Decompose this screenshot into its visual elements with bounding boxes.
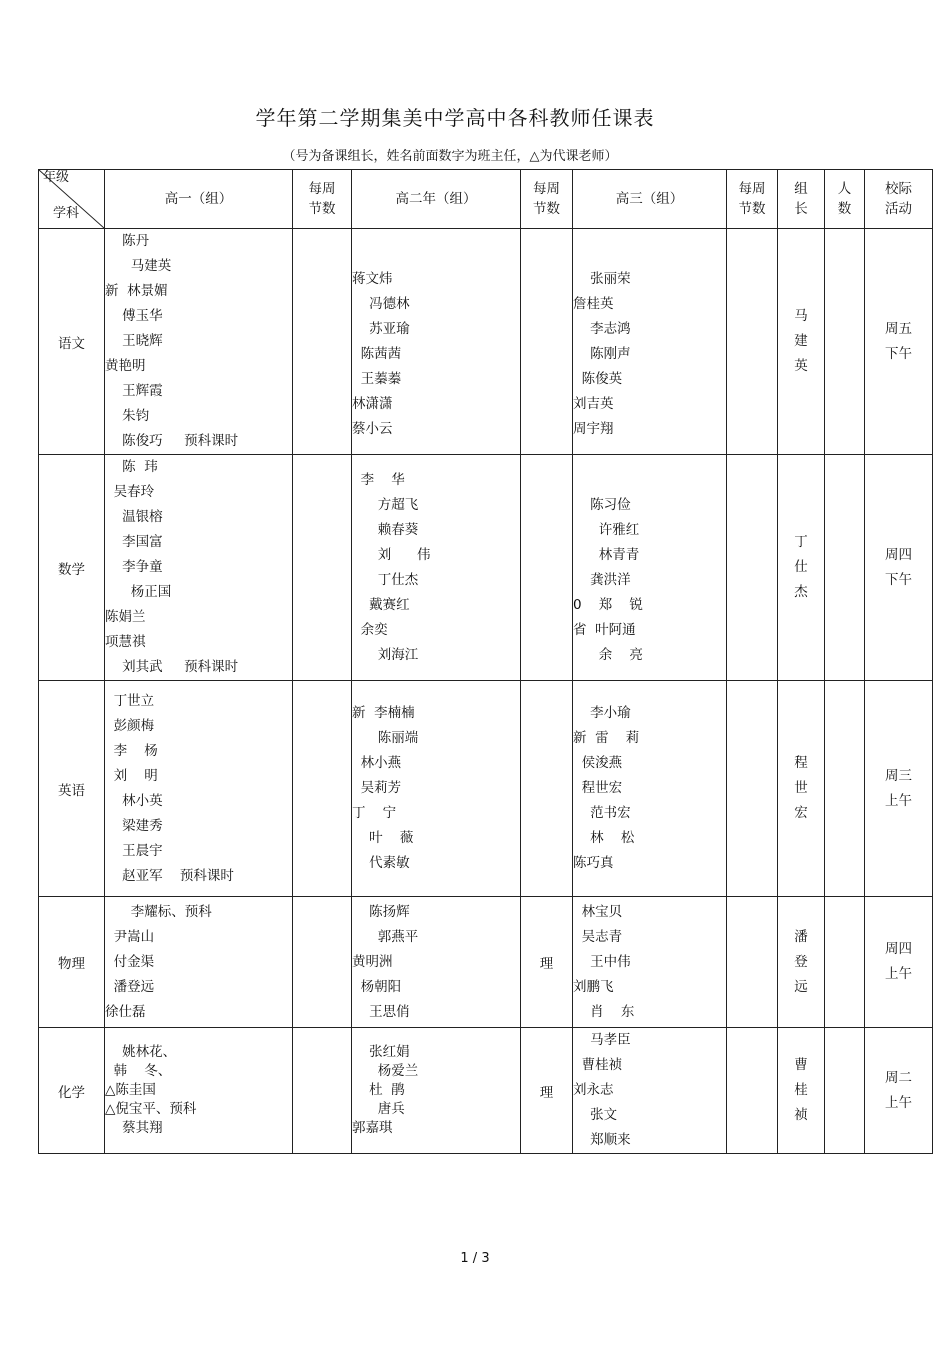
header-g1-hours bbox=[293, 170, 352, 229]
teacher-name: 潘登远 bbox=[105, 978, 155, 995]
teacher-name: 蔡小云 bbox=[352, 420, 393, 437]
teacher-name: 新 雷 莉 bbox=[573, 730, 640, 746]
header-g1-hours-label: 每周节数 bbox=[308, 181, 336, 217]
teacher-name: 林青青 bbox=[573, 546, 640, 563]
header-leader bbox=[778, 170, 825, 229]
teacher-name: 陈丽端 bbox=[352, 730, 419, 746]
teacher-name: 温银榕 bbox=[105, 509, 163, 525]
teacher-name: 桂 bbox=[794, 1082, 808, 1098]
header-g2-hours-label: 每周节数 bbox=[533, 181, 560, 217]
page-number: 1 / 3 bbox=[460, 1251, 490, 1266]
teacher-name: 范书宏 bbox=[573, 805, 631, 821]
g1-hours-cell bbox=[293, 455, 352, 681]
teacher-name: 杰 bbox=[794, 584, 808, 600]
page-title: 学年第二学期集美中学高中各科教师任课表 bbox=[255, 106, 655, 130]
teacher-name: 林宝贝 bbox=[573, 903, 623, 920]
teacher-name: 英 bbox=[794, 358, 808, 374]
teacher-name: 林潇潇 bbox=[352, 395, 393, 412]
table-row bbox=[39, 455, 933, 681]
teacher-name: 肖 东 bbox=[573, 1003, 635, 1020]
teacher-name: 李志鸿 bbox=[573, 320, 631, 337]
teacher-name: 省 叶阿通 bbox=[573, 621, 636, 638]
teacher-name: 陈习俭 bbox=[573, 496, 631, 513]
g3-hours-cell bbox=[727, 229, 778, 455]
teacher-name: 丁世立 bbox=[105, 692, 155, 709]
teacher-name: 余奕 bbox=[352, 621, 388, 638]
teacher-name: 王蓁蓁 bbox=[352, 370, 402, 387]
g3-teachers bbox=[573, 1028, 727, 1154]
teacher-name: 徐仕磊 bbox=[105, 1003, 146, 1020]
header-activity-label: 校际活动 bbox=[885, 181, 912, 217]
teacher-name: 陈刚声 bbox=[573, 345, 631, 362]
leader-cell bbox=[778, 681, 825, 897]
table-row bbox=[39, 681, 933, 897]
teacher-name: 许雅红 bbox=[573, 521, 640, 538]
count-cell bbox=[825, 681, 865, 897]
teacher-name: 韩 冬、 bbox=[105, 1063, 172, 1079]
header-g1: 高一（组） bbox=[105, 170, 293, 229]
header-leader-label: 组长 bbox=[794, 181, 808, 217]
teacher-name: 李耀标、预科 bbox=[105, 903, 212, 920]
teacher-name: 彭颜梅 bbox=[105, 717, 155, 734]
teacher-name: 上午 bbox=[885, 792, 912, 809]
table-row bbox=[39, 1028, 933, 1154]
leader-cell bbox=[778, 1028, 825, 1154]
g3-hours-cell bbox=[727, 455, 778, 681]
activity-cell bbox=[865, 681, 933, 897]
activity-cell bbox=[865, 229, 933, 455]
teacher-name: 姚林花、 bbox=[105, 1044, 177, 1060]
teacher-name: 刘吉英 bbox=[573, 395, 614, 412]
teacher-name: 郭燕平 bbox=[352, 928, 419, 945]
teacher-name: 黄明洲 bbox=[352, 953, 393, 970]
teacher-name: 冯德林 bbox=[352, 295, 410, 312]
subject-cell: 英语 bbox=[39, 681, 105, 897]
count-cell bbox=[825, 897, 865, 1028]
g1-teachers bbox=[105, 681, 293, 897]
teacher-name: 登 bbox=[794, 953, 808, 970]
teacher-name: 远 bbox=[794, 978, 808, 995]
g1-teachers bbox=[105, 897, 293, 1028]
teacher-name: 唐兵 bbox=[352, 1101, 405, 1117]
leader-cell bbox=[778, 455, 825, 681]
teacher-name: 周二 bbox=[885, 1069, 912, 1086]
header-g2-hours bbox=[521, 170, 573, 229]
teacher-name: 刘鹏飞 bbox=[573, 978, 614, 995]
leader-cell bbox=[778, 229, 825, 455]
teacher-name: 李争童 bbox=[105, 559, 163, 575]
g3-hours-cell bbox=[727, 1028, 778, 1154]
table-row bbox=[39, 897, 933, 1028]
g2-teachers bbox=[352, 1028, 521, 1154]
teacher-name: 马建英 bbox=[105, 258, 172, 274]
teacher-name: 丁仕杰 bbox=[352, 571, 419, 588]
teacher-name: 杨朝阳 bbox=[352, 978, 402, 995]
teacher-name: 周三 bbox=[885, 767, 912, 784]
subject-cell: 物理 bbox=[39, 897, 105, 1028]
teacher-name: 李国富 bbox=[105, 534, 163, 550]
subject-cell: 数学 bbox=[39, 455, 105, 681]
teacher-name: 赖春葵 bbox=[352, 521, 419, 538]
teacher-name: 代素敏 bbox=[352, 855, 410, 871]
g1-teachers bbox=[105, 455, 293, 681]
schedule-table bbox=[38, 169, 933, 1154]
teacher-name: 苏亚瑜 bbox=[352, 320, 410, 337]
teacher-name: 刘 明 bbox=[105, 767, 158, 784]
teacher-name: 世 bbox=[794, 780, 808, 796]
teacher-name: 杜 鹃 bbox=[352, 1082, 405, 1098]
teacher-name: △倪宝平、预科 bbox=[105, 1101, 197, 1117]
teacher-name: 蔡其翔 bbox=[105, 1120, 163, 1136]
activity-cell bbox=[865, 897, 933, 1028]
g3-teachers bbox=[573, 897, 727, 1028]
g2-hours-cell: 理 bbox=[521, 1028, 573, 1154]
teacher-name: 吴志青 bbox=[573, 928, 623, 945]
count-cell bbox=[825, 229, 865, 455]
teacher-name: 付金渠 bbox=[105, 953, 155, 970]
teacher-name: 马孝臣 bbox=[573, 1032, 631, 1048]
teacher-name: 余 亮 bbox=[573, 646, 643, 663]
teacher-name: 陈俊英 bbox=[573, 370, 623, 387]
teacher-name: 周宇翔 bbox=[573, 420, 614, 437]
teacher-name: 程 bbox=[794, 755, 808, 771]
teacher-name: 丁 bbox=[794, 534, 808, 550]
activity-cell bbox=[865, 455, 933, 681]
teacher-name: 潘 bbox=[794, 928, 808, 945]
subject-cell: 化学 bbox=[39, 1028, 105, 1154]
teacher-name: 项慧祺 bbox=[105, 634, 146, 650]
teacher-name: 刘海江 bbox=[352, 646, 419, 663]
teacher-name: 陈俊巧 预科课时 bbox=[105, 433, 239, 449]
teacher-name: 上午 bbox=[885, 966, 912, 982]
corner-subject-label: 学科 bbox=[53, 206, 80, 221]
teacher-name: 陈娟兰 bbox=[105, 609, 146, 625]
teacher-name: 陈茜茜 bbox=[352, 345, 402, 362]
teacher-name: 詹桂英 bbox=[573, 295, 614, 312]
teacher-name bbox=[573, 468, 726, 493]
teacher-name: 梁建秀 bbox=[105, 817, 163, 834]
teacher-name: 祯 bbox=[794, 1107, 808, 1123]
teacher-name: 陈巧真 bbox=[573, 855, 614, 871]
table-body bbox=[39, 229, 933, 1154]
teacher-name: 龚洪洋 bbox=[573, 571, 631, 588]
g3-teachers bbox=[573, 229, 727, 455]
g1-teachers bbox=[105, 229, 293, 455]
teacher-name: 王中伟 bbox=[573, 953, 631, 970]
teacher-name: 叶 薇 bbox=[352, 830, 414, 846]
leader-cell bbox=[778, 897, 825, 1028]
teacher-name: 刘其武 预科课时 bbox=[105, 659, 239, 675]
g3-hours-cell bbox=[727, 897, 778, 1028]
g2-hours-cell bbox=[521, 681, 573, 897]
teacher-name: 郑顺来 bbox=[573, 1132, 631, 1148]
activity-cell bbox=[865, 1028, 933, 1154]
teacher-name: 新 李楠楠 bbox=[352, 705, 415, 721]
g2-hours-cell bbox=[521, 229, 573, 455]
teacher-name: 曹 bbox=[794, 1057, 808, 1073]
corner-header bbox=[39, 170, 105, 229]
teacher-name bbox=[352, 242, 520, 267]
teacher-name: 傅玉华 bbox=[105, 308, 163, 324]
teacher-name: 杨爱兰 bbox=[352, 1063, 419, 1079]
table-row bbox=[39, 229, 933, 455]
teacher-name: 陈丹 bbox=[105, 233, 150, 249]
teacher-name: 赵亚军 预科课时 bbox=[105, 867, 234, 884]
teacher-name bbox=[573, 242, 726, 267]
teacher-name: 宏 bbox=[794, 805, 808, 821]
count-cell bbox=[825, 1028, 865, 1154]
teacher-name: 吴莉芳 bbox=[352, 780, 402, 796]
teacher-name: 周四 bbox=[885, 941, 912, 957]
g1-hours-cell bbox=[293, 681, 352, 897]
teacher-name: 戴赛红 bbox=[352, 596, 410, 613]
corner-grade-label: 年级 bbox=[43, 170, 70, 185]
teacher-name: 丁 宁 bbox=[352, 805, 397, 821]
teacher-name: 李 华 bbox=[352, 471, 405, 488]
teacher-name: 林 松 bbox=[573, 830, 635, 846]
teacher-name: 尹嵩山 bbox=[105, 928, 155, 945]
teacher-name: 张文 bbox=[573, 1107, 618, 1123]
teacher-name: 杨正国 bbox=[105, 584, 172, 600]
teacher-name: 下午 bbox=[885, 345, 912, 362]
header-g2: 高二年（组） bbox=[352, 170, 521, 229]
teacher-name: 吴春玲 bbox=[105, 484, 155, 500]
teacher-name: 王晓辉 bbox=[105, 333, 163, 349]
teacher-name: 曹桂祯 bbox=[573, 1057, 623, 1073]
header-g3-hours-label: 每周节数 bbox=[738, 181, 766, 217]
teacher-name: 下午 bbox=[885, 571, 912, 588]
g1-teachers bbox=[105, 1028, 293, 1154]
g2-teachers bbox=[352, 455, 521, 681]
teacher-name: 李小瑜 bbox=[573, 705, 631, 721]
teacher-name: 刘 伟 bbox=[352, 546, 431, 563]
teacher-name: 0 郑 锐 bbox=[573, 596, 643, 613]
g1-hours-cell bbox=[293, 229, 352, 455]
teacher-name: 李 杨 bbox=[105, 742, 158, 759]
teacher-name: 方超飞 bbox=[352, 496, 419, 513]
header-g3: 高三（组） bbox=[573, 170, 727, 229]
g3-teachers bbox=[573, 681, 727, 897]
teacher-name: 郭嘉琪 bbox=[352, 1120, 393, 1136]
teacher-name: 马 bbox=[794, 308, 808, 324]
header-g3-hours bbox=[727, 170, 778, 229]
g2-hours-cell: 理 bbox=[521, 897, 573, 1028]
count-cell bbox=[825, 455, 865, 681]
teacher-name: △陈圭国 bbox=[105, 1082, 156, 1098]
teacher-name: 仕 bbox=[794, 559, 808, 575]
teacher-name: 程世宏 bbox=[573, 780, 623, 796]
teacher-name: 新 林景媚 bbox=[105, 283, 168, 299]
teacher-name: 张丽荣 bbox=[573, 270, 631, 287]
subject-cell: 语文 bbox=[39, 229, 105, 455]
header-count-label: 人数 bbox=[837, 181, 852, 217]
g3-teachers bbox=[573, 455, 727, 681]
g2-hours-cell bbox=[521, 455, 573, 681]
teacher-name: 张红娟 bbox=[352, 1044, 410, 1060]
header-activity bbox=[865, 170, 933, 229]
teacher-name: 林小英 bbox=[105, 792, 163, 809]
teacher-name: 刘永志 bbox=[573, 1082, 614, 1098]
g2-teachers bbox=[352, 897, 521, 1028]
g3-hours-cell bbox=[727, 681, 778, 897]
teacher-name: 黄艳明 bbox=[105, 358, 146, 374]
teacher-name: 上午 bbox=[885, 1094, 912, 1111]
teacher-name: 陈扬辉 bbox=[352, 903, 410, 920]
teacher-name: 侯浚燕 bbox=[573, 755, 623, 771]
teacher-name: 林小燕 bbox=[352, 755, 402, 771]
teacher-name: 建 bbox=[794, 333, 808, 349]
teacher-name: 周五 bbox=[885, 320, 912, 337]
g2-teachers bbox=[352, 229, 521, 455]
g1-hours-cell bbox=[293, 1028, 352, 1154]
teacher-name: 王晨宇 bbox=[105, 842, 163, 859]
teacher-name: 王思俏 bbox=[352, 1003, 410, 1020]
teacher-name: 陈 玮 bbox=[105, 459, 158, 475]
g1-hours-cell bbox=[293, 897, 352, 1028]
g2-teachers bbox=[352, 681, 521, 897]
teacher-name: 蒋文炜 bbox=[352, 270, 393, 287]
teacher-name: 周四 bbox=[885, 546, 912, 563]
teacher-name: 王辉霞 bbox=[105, 383, 163, 399]
header-row bbox=[39, 170, 933, 229]
page-subtitle: （号为备课组长，姓名前面数字为班主任，△为代课老师） bbox=[282, 149, 618, 164]
teacher-name: 朱钧 bbox=[105, 408, 150, 424]
header-count bbox=[825, 170, 865, 229]
